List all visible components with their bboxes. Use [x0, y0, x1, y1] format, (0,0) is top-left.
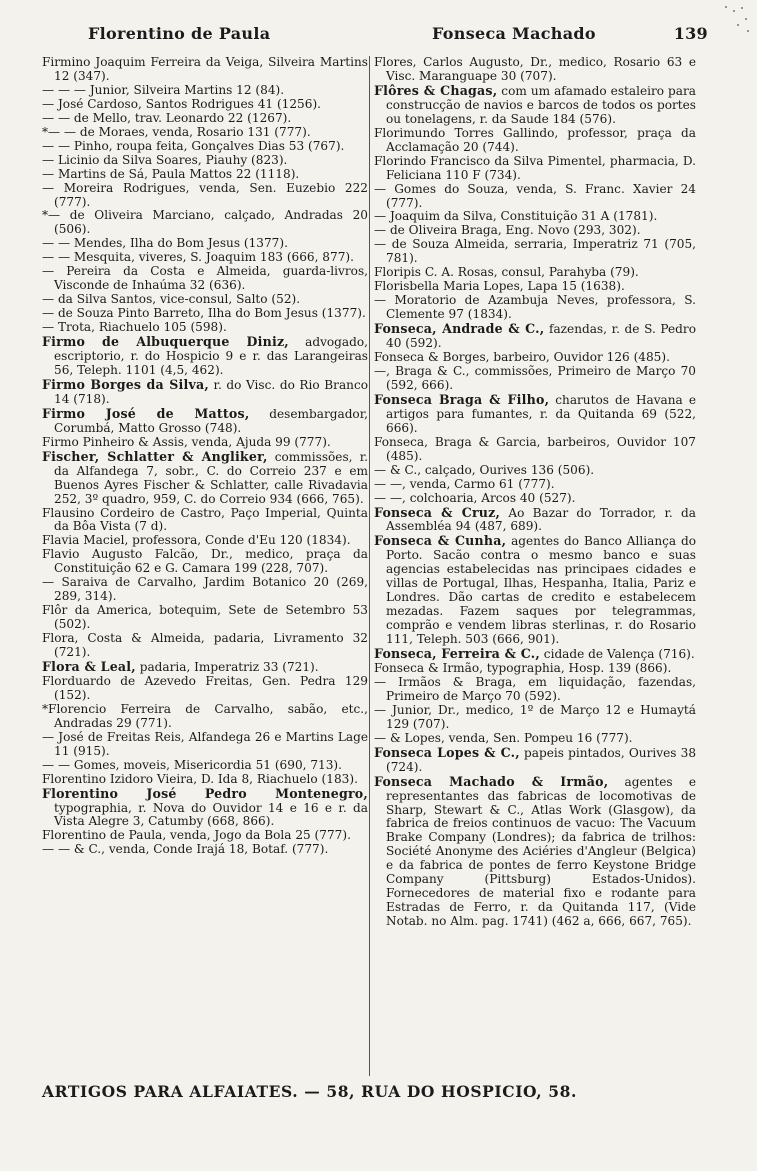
- directory-entry: [42, 436, 368, 450]
- entry-text: fazendas, r. de S. Pedro 40 (592).: [386, 322, 696, 351]
- entry-name: Florentino José Pedro Montenegro,: [42, 785, 368, 801]
- entry-name: Fonseca, Ferreira & C.,: [374, 646, 540, 662]
- directory-entry: [374, 351, 696, 365]
- entry-name: Fischer, Schlatter & Angliker,: [42, 448, 268, 464]
- entry-text: Ao Bazar do Torrador, r. da Assembléa 94 (487, 689).: [386, 505, 696, 534]
- entry-name: Fonseca & Cruz,: [374, 504, 501, 520]
- entry-text: desembargador, Corumbá, Matto Grosso (748).: [54, 406, 369, 435]
- entry-text: — & Lopes, venda, Sen. Pompeu 16 (777).: [374, 730, 633, 745]
- entry-text: Flavia Maciel, professora, Conde d'Eu 120 (1834).: [42, 533, 351, 548]
- entry-text: — Junior, Dr., medico, 1º de Março 12 e Humaytá 129 (707).: [374, 702, 696, 731]
- directory-entry: [42, 604, 368, 632]
- margin-specks: [721, 4, 751, 44]
- directory-entry: [374, 492, 696, 506]
- directory-entry: [374, 210, 696, 224]
- entry-name: Fonseca Braga & Filho,: [374, 391, 550, 407]
- directory-entry: [374, 238, 696, 266]
- directory-entry: [374, 294, 696, 322]
- entry-name: Flora & Leal,: [42, 658, 136, 674]
- directory-entry: [42, 731, 368, 759]
- entry-text: padaria, Imperatriz 33 (721).: [135, 659, 319, 674]
- entry-text: *Florencio Ferreira de Carvalho, sabão, etc., Andradas 29 (771).: [42, 701, 368, 730]
- entry-text: Florindo Francisco da Silva Pimentel, pharmacia, D. Feliciana 110 F (734).: [374, 153, 696, 182]
- entry-text: papeis pintados, Ourives 38 (724).: [386, 745, 697, 774]
- entry-text: — — Mesquita, viveres, S. Joaquim 183 (666, 877).: [42, 250, 354, 265]
- entry-text: Florimundo Torres Gallindo, professor, praça da Acclamação 20 (744).: [374, 125, 696, 154]
- entry-text: Fonseca & Irmão, typographia, Hosp. 139 (866).: [374, 660, 672, 675]
- directory-entry: [42, 378, 368, 407]
- directory-entry: [374, 662, 696, 676]
- entry-text: charutos de Havana e artigos para fumantes, r. da Quitanda 69 (522, 666).: [386, 392, 696, 435]
- directory-entry: [42, 307, 368, 321]
- entry-text: — Saraiva de Carvalho, Jardim Botanico 20 (269, 289, 314).: [42, 575, 368, 604]
- entry-text: — Trota, Riachuelo 105 (598).: [42, 320, 227, 335]
- entry-text: advogado, escriptorio, r. do Hospicio 9 e r. das Larangeiras 56, Teleph. 1101 (4,5, 462).: [54, 335, 368, 377]
- directory-entry: [42, 182, 368, 210]
- entry-text: — — — Junior, Silveira Martins 12 (84).: [42, 82, 285, 97]
- entry-text: — Joaquim da Silva, Constituição 31 A (1781).: [374, 209, 658, 224]
- directory-entry: [42, 829, 368, 843]
- entry-name: Fonseca & Cunha,: [374, 533, 507, 549]
- directory-entry: [42, 335, 368, 378]
- directory-entry: [42, 209, 368, 237]
- entry-text: Flores, Carlos Augusto, Dr., medico, Rosario 63 e Visc. Maranguape 30 (707).: [374, 55, 696, 83]
- header-left-term: Florentino de Paula: [88, 24, 271, 43]
- directory-entry: [42, 265, 368, 293]
- directory-entry: [374, 183, 696, 211]
- page-header: [36, 24, 708, 48]
- entry-text: — José de Freitas Reis, Alfandega 26 e Martins Lage 11 (915).: [42, 729, 368, 758]
- directory-entry: [42, 56, 368, 84]
- entry-text: Flôr da America, botequim, Sete de Setembro 53 (502).: [42, 603, 368, 632]
- directory-entry: [42, 787, 368, 830]
- directory-entry: [42, 112, 368, 126]
- directory-entry: [42, 251, 368, 265]
- entry-text: — Irmãos & Braga, em liquidação, fazendas, Primeiro de Março 70 (592).: [374, 674, 696, 703]
- entry-text: Flausino Cordeiro de Castro, Paço Imperial, Quinta da Bôa Vista (7 d).: [42, 505, 368, 534]
- directory-entry: [374, 224, 696, 238]
- entry-text: *— de Oliveira Marciano, calçado, Andradas 20 (506).: [42, 208, 368, 237]
- entry-text: Firmino Joaquim Ferreira da Veiga, Silveira Martins 12 (347).: [42, 55, 368, 83]
- directory-entry: [42, 140, 368, 154]
- entry-text: Firmo Pinheiro & Assis, venda, Ajuda 99 (777).: [42, 434, 331, 449]
- directory-entry: [374, 478, 696, 492]
- entry-text: Florduardo de Azevedo Freitas, Gen. Pedra 129 (152).: [42, 673, 368, 702]
- directory-entry: [42, 98, 368, 112]
- directory-entry: [42, 154, 368, 168]
- directory-entry: [374, 127, 696, 155]
- directory-entry: [42, 321, 368, 335]
- entry-text: agentes e representantes das fabricas de locomotivas de Sharp, Stewart & C., Atlas Work (Glasgow), da fabrica de freios continuos de vacuo: The Vacuum Brake Company (Londres); da fabrica de trilhos: Société Anonyme des Aciéries d'Angleur (Belgica) e da fabrica de pontes de ferro Keystone Bridge Company (Pittsburg) Estados-Unidos). Fornecedores de material fixo e rodante para Estradas de Ferro, r. da Quitanda 117, (Vide Notab. no Alm. pag. 1741) (462 a, 666, 667, 765).: [386, 774, 696, 929]
- directory-entry: [42, 84, 368, 98]
- entry-text: — — Gomes, moveis, Misericordia 51 (690, 713).: [42, 757, 342, 772]
- directory-entry: [42, 534, 368, 548]
- directory-entry: [42, 703, 368, 731]
- directory-entry: [374, 506, 696, 535]
- entry-name: Fonseca Machado & Irmão,: [374, 773, 609, 789]
- page-footer-advert: ARTIGOS PARA ALFAIATES. — 58, RUA DO HOSPICIO, 58.: [42, 1082, 577, 1101]
- directory-entry: [374, 704, 696, 732]
- right-column: [374, 56, 696, 929]
- directory-entry: [374, 676, 696, 704]
- entry-text: Flavio Augusto Falcão, Dr., medico, praça da Constituição 62 e G. Camara 199 (228, 707).: [42, 547, 368, 576]
- entry-text: — —, venda, Carmo 61 (777).: [374, 476, 555, 491]
- directory-entry: [42, 675, 368, 703]
- directory-entry: [42, 407, 368, 436]
- directory-entry: [42, 507, 368, 535]
- entry-text: Fonseca & Borges, barbeiro, Ouvidor 126 (485).: [374, 350, 670, 365]
- entry-name: Fonseca Lopes & C.,: [374, 744, 520, 760]
- column-divider: [369, 56, 370, 1076]
- entry-text: *— — de Moraes, venda, Rosario 131 (777).: [42, 124, 311, 139]
- entry-text: — — de Mello, trav. Leonardo 22 (1267).: [42, 110, 292, 125]
- directory-entry: [374, 84, 696, 127]
- directory-entry: [374, 464, 696, 478]
- directory-entry: [374, 280, 696, 294]
- entry-name: Firmo Borges da Silva,: [42, 376, 209, 392]
- directory-entry: [374, 534, 696, 647]
- directory-entry: [374, 266, 696, 280]
- entry-name: Firmo José de Mattos,: [42, 405, 250, 421]
- directory-entry: [374, 436, 696, 464]
- entry-text: — —, colchoaria, Arcos 40 (527).: [374, 490, 576, 505]
- entry-text: —, Braga & C., commissões, Primeiro de Março 70 (592, 666).: [374, 363, 696, 392]
- entry-text: — de Oliveira Braga, Eng. Novo (293, 302).: [374, 223, 641, 238]
- directory-entry: [374, 732, 696, 746]
- directory-entry: [42, 237, 368, 251]
- directory-entry: [374, 322, 696, 351]
- directory-entry: [42, 843, 368, 857]
- directory-entry: [374, 155, 696, 183]
- left-column: [42, 56, 368, 857]
- entry-text: — Moratorio de Azambuja Neves, professora, S. Clemente 97 (1834).: [374, 293, 696, 322]
- entry-text: — de Souza Pinto Barreto, Ilha do Bom Jesus (1377).: [42, 306, 366, 321]
- entry-name: Firmo de Albuquerque Diniz,: [42, 334, 289, 350]
- entry-text: — Licinio da Silva Soares, Piauhy (823).: [42, 152, 288, 167]
- entry-text: com um afamado estaleiro para construcção de navios e barcos de todos os portes ou tonelagens, r. da Saude 184 (576).: [386, 83, 696, 126]
- directory-entry: [42, 773, 368, 787]
- entry-text: agentes do Banco Alliança do Porto. Sacão contra o mesmo banco e suas agencias estabelecidas nas principaes cidades e villas de Portugal, Ilhas, Hespanha, Italia, Pariz e Londres. Dão cartas de credito e estabelecem mezadas. Fazem saques por telegrammas, comprão e vendem libras sterlinas, r. do Rosario 111, Teleph. 503 (666, 901).: [386, 534, 696, 647]
- directory-entry: [42, 126, 368, 140]
- entry-text: cidade de Valença (716).: [539, 647, 695, 662]
- entry-text: — de Souza Almeida, serraria, Imperatriz 71 (705, 781).: [374, 237, 696, 266]
- entry-name: Fonseca, Andrade & C.,: [374, 321, 545, 337]
- entry-text: — — Pinho, roupa feita, Gonçalves Dias 53 (767).: [42, 138, 345, 153]
- directory-entry: [374, 775, 696, 929]
- entry-text: typographia, r. Nova do Ouvidor 14 e 16 e r. da Vista Alegre 3, Catumby (668, 866).: [54, 800, 368, 829]
- entry-text: Floripis C. A. Rosas, consul, Parahyba (79).: [374, 265, 639, 280]
- entry-text: — Moreira Rodrigues, venda, Sen. Euzebio 222 (777).: [42, 180, 368, 209]
- directory-entry: [374, 365, 696, 393]
- entry-text: Florentino Izidoro Vieira, D. Ida 8, Riachuelo (183).: [42, 771, 358, 786]
- directory-entry: [42, 660, 368, 675]
- directory-entry: [42, 293, 368, 307]
- entry-text: — Gomes do Souza, venda, S. Franc. Xavier 24 (777).: [374, 181, 696, 210]
- entry-text: — da Silva Santos, vice-consul, Salto (52).: [42, 292, 301, 307]
- entry-text: r. do Visc. do Rio Branco 14 (718).: [54, 377, 368, 406]
- directory-entry: [42, 168, 368, 182]
- entry-text: Fonseca, Braga & Garcia, barbeiros, Ouvidor 107 (485).: [374, 434, 696, 463]
- directory-entry: [42, 632, 368, 660]
- entry-text: — José Cardoso, Santos Rodrigues 41 (1256).: [42, 96, 322, 111]
- entry-text: commissões, r. da Alfandega 7, sobr., C. do Correio 237 e em Buenos Ayres Fischer & Schlatter, calle Rivadavia 252, 3º quadro, 959, C. do Correio 934 (666, 765).: [54, 449, 368, 506]
- entry-text: — Martins de Sá, Paula Mattos 22 (1118).: [42, 166, 300, 181]
- directory-entry: [42, 450, 368, 507]
- directory-entry: [42, 576, 368, 604]
- directory-entry: [42, 759, 368, 773]
- page-number: 139: [673, 24, 708, 43]
- entry-text: — Pereira da Costa e Almeida, guarda-livros, Visconde de Inhaúma 32 (636).: [42, 264, 368, 293]
- entry-text: — — & C., venda, Conde Irajá 18, Botaf. (777).: [42, 842, 329, 857]
- entry-text: Florentino de Paula, venda, Jogo da Bola 25 (777).: [42, 828, 351, 843]
- header-right-term: Fonseca Machado: [432, 24, 596, 43]
- directory-entry: [374, 393, 696, 436]
- entry-text: Florisbella Maria Lopes, Lapa 15 (1638).: [374, 279, 625, 294]
- directory-entry: [374, 746, 696, 775]
- entry-text: — & C., calçado, Ourives 136 (506).: [374, 462, 595, 477]
- entry-name: Flôres & Chagas,: [374, 82, 498, 98]
- directory-entry: [374, 647, 696, 662]
- directory-entry: [42, 548, 368, 576]
- entry-text: Flora, Costa & Almeida, padaria, Livramento 32 (721).: [42, 631, 368, 660]
- entry-text: — — Mendes, Ilha do Bom Jesus (1377).: [42, 236, 288, 251]
- directory-entry: [374, 56, 696, 84]
